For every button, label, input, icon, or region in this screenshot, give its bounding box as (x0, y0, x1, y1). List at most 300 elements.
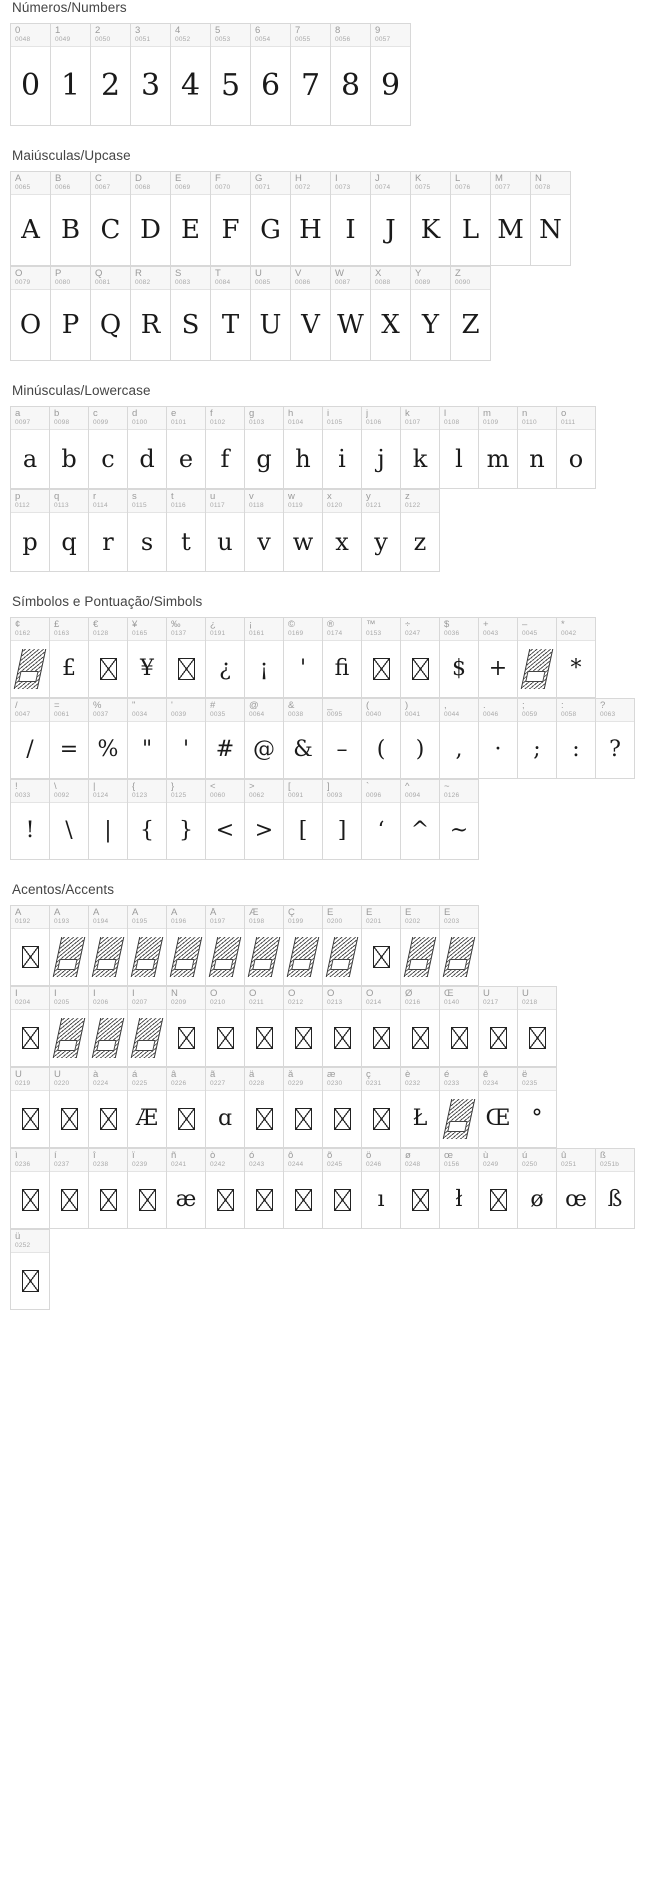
glyph-text: ; (533, 737, 541, 763)
glyph-preview (331, 195, 370, 265)
glyph-cell[interactable] (323, 407, 362, 489)
glyph-cell-code: 0071 (255, 184, 271, 191)
glyph-cell[interactable] (128, 490, 167, 572)
glyph-cell[interactable] (167, 699, 206, 779)
shaded-glyph-icon (131, 937, 164, 977)
glyph-preview (284, 803, 322, 859)
glyph-cell[interactable] (284, 987, 323, 1067)
glyph-cell[interactable] (51, 267, 91, 361)
glyph-cell-char: Ë (444, 908, 451, 918)
glyph-cell[interactable] (51, 172, 91, 266)
glyph-cell[interactable] (411, 172, 451, 266)
glyph-cell[interactable] (245, 407, 284, 489)
glyph-preview (211, 290, 250, 360)
glyph-cell[interactable] (11, 906, 50, 986)
glyph-cell[interactable] (128, 618, 167, 698)
glyph-preview (479, 1091, 517, 1147)
glyph-cell-code: 0111 (561, 419, 576, 426)
glyph-cell[interactable] (291, 24, 331, 126)
glyph-cell-code: 0218 (522, 999, 538, 1006)
missing-glyph-icon (22, 1270, 39, 1292)
glyph-cell[interactable] (323, 987, 362, 1067)
glyph-cell-header (479, 618, 517, 641)
glyph-cell[interactable] (167, 987, 206, 1067)
glyph-cell-char: r (93, 492, 97, 502)
glyph-cell[interactable] (206, 490, 245, 572)
glyph-cell-header (245, 618, 283, 641)
glyph-cell-code: 0047 (15, 711, 31, 718)
glyph-preview (362, 1172, 400, 1228)
glyph-cell[interactable] (245, 987, 284, 1067)
glyph-preview (371, 290, 410, 360)
glyph-cell[interactable] (89, 490, 128, 572)
glyph-preview (251, 195, 290, 265)
shaded-glyph-inner (135, 959, 155, 970)
glyph-cell[interactable] (167, 1149, 206, 1229)
glyph-cell[interactable] (91, 24, 131, 126)
glyph-cell[interactable] (11, 780, 50, 860)
glyph-cell-header (167, 490, 205, 513)
glyph-cell[interactable] (371, 267, 411, 361)
glyph-preview (131, 290, 170, 360)
glyph-cell-char: û (561, 1151, 567, 1161)
glyph-cell[interactable] (401, 1068, 440, 1148)
glyph-text: s (140, 527, 154, 556)
glyph-cell[interactable] (206, 699, 245, 779)
glyph-cell[interactable] (323, 1068, 362, 1148)
glyph-cell[interactable] (245, 490, 284, 572)
glyph-cell-code: 0228 (249, 1080, 265, 1087)
glyph-cell[interactable] (451, 172, 491, 266)
glyph-cell-code: 0205 (54, 999, 70, 1006)
glyph-cell[interactable] (362, 490, 401, 572)
glyph-cell-char: D (135, 174, 142, 184)
glyph-cell[interactable] (331, 24, 371, 126)
glyph-cell-char: W (335, 269, 344, 279)
glyph-preview (323, 803, 361, 859)
glyph-cell[interactable] (440, 1068, 479, 1148)
glyph-cell-char: 8 (335, 26, 341, 36)
glyph-cell[interactable] (128, 987, 167, 1067)
glyph-text: ‘ (377, 818, 385, 844)
glyph-cell[interactable] (401, 780, 440, 860)
glyph-cell[interactable] (128, 699, 167, 779)
glyph-cell[interactable] (245, 618, 284, 698)
glyph-text: ¥ (140, 656, 154, 682)
glyph-cell[interactable] (206, 1068, 245, 1148)
glyph-cell[interactable] (11, 24, 51, 126)
glyph-preview (51, 195, 90, 265)
glyph-cell-header (362, 618, 400, 641)
glyph-cell-char: Î (93, 989, 96, 999)
glyph-cell[interactable] (362, 618, 401, 698)
glyph-cell[interactable] (362, 1068, 401, 1148)
glyph-cell[interactable] (323, 906, 362, 986)
glyph-cell[interactable] (50, 906, 89, 986)
glyph-cell[interactable] (362, 1149, 401, 1229)
glyph-cell[interactable] (167, 618, 206, 698)
glyph-cell[interactable] (284, 618, 323, 698)
glyph-cell-code: 0051 (135, 36, 151, 43)
glyph-cell-code: 0244 (288, 1161, 304, 1168)
glyph-cell-header (11, 780, 49, 803)
glyph-cell[interactable] (89, 780, 128, 860)
glyph-cell[interactable] (50, 490, 89, 572)
glyph-text: ° (531, 1106, 543, 1132)
glyph-cell[interactable] (401, 490, 440, 572)
glyph-cell-header (171, 267, 210, 290)
glyph-cell[interactable] (128, 780, 167, 860)
glyph-cell[interactable] (362, 407, 401, 489)
glyph-cell[interactable] (171, 24, 211, 126)
glyph-cell[interactable] (518, 618, 557, 698)
glyph-cell[interactable] (362, 780, 401, 860)
glyph-cell[interactable] (50, 780, 89, 860)
glyph-text: M (497, 214, 524, 245)
glyph-cell[interactable] (479, 1149, 518, 1229)
glyph-cell[interactable] (557, 699, 596, 779)
glyph-cell[interactable] (284, 1149, 323, 1229)
glyph-cell[interactable] (251, 24, 291, 126)
glyph-preview (11, 430, 49, 488)
missing-glyph-icon (295, 1027, 312, 1049)
glyph-cell[interactable] (401, 906, 440, 986)
glyph-cell[interactable] (518, 407, 557, 489)
glyph-cell-code: 0116 (171, 502, 186, 509)
glyph-cell[interactable] (291, 267, 331, 361)
glyph-cell[interactable] (11, 490, 50, 572)
glyph-cell[interactable] (131, 172, 171, 266)
glyph-cell[interactable] (11, 407, 50, 489)
glyph-cell-char: G (255, 174, 263, 184)
glyph-cell[interactable] (596, 699, 635, 779)
glyph-cell[interactable] (323, 780, 362, 860)
glyph-cell[interactable] (89, 618, 128, 698)
glyph-cell[interactable] (167, 1068, 206, 1148)
glyph-cell-code: 0122 (405, 502, 421, 509)
glyph-cell[interactable] (11, 267, 51, 361)
glyph-cell[interactable] (479, 699, 518, 779)
glyph-cell[interactable] (531, 172, 571, 266)
glyph-cell[interactable] (245, 906, 284, 986)
glyph-preview (245, 1172, 283, 1228)
glyph-preview (206, 1010, 244, 1066)
glyph-cell[interactable] (331, 172, 371, 266)
glyph-cell[interactable] (50, 407, 89, 489)
glyph-cell[interactable] (245, 699, 284, 779)
glyph-cell[interactable] (251, 267, 291, 361)
glyph-text: P (61, 309, 80, 340)
glyph-cell[interactable] (411, 267, 451, 361)
glyph-cell-char: 7 (295, 26, 301, 36)
glyph-cell-header (206, 1068, 244, 1091)
glyph-cell[interactable] (211, 172, 251, 266)
glyph-cell[interactable] (518, 699, 557, 779)
glyph-cell[interactable] (323, 618, 362, 698)
glyph-cell[interactable] (362, 987, 401, 1067)
glyph-cell[interactable] (11, 1149, 50, 1229)
glyph-preview (91, 47, 130, 125)
glyph-cell[interactable] (50, 618, 89, 698)
glyph-cell[interactable] (11, 1068, 50, 1148)
glyph-cell-char: Æ (249, 908, 259, 918)
glyph-cell[interactable] (89, 1068, 128, 1148)
glyph-preview (401, 641, 439, 697)
glyph-cell-char: ¢ (15, 620, 21, 630)
glyph-preview (89, 1172, 127, 1228)
glyph-preview (362, 430, 400, 488)
glyph-text: m (486, 444, 510, 473)
glyph-cell[interactable] (91, 267, 131, 361)
glyph-text: ł (455, 1187, 463, 1213)
glyph-cell[interactable] (518, 1068, 557, 1148)
glyph-cell[interactable] (518, 1149, 557, 1229)
glyph-cell[interactable] (557, 407, 596, 489)
glyph-text: g (256, 444, 272, 473)
glyph-cell[interactable] (440, 699, 479, 779)
missing-glyph-icon (217, 1189, 234, 1211)
glyph-cell-header (284, 699, 322, 722)
glyph-cell[interactable] (479, 987, 518, 1067)
glyph-text: x (335, 527, 349, 556)
glyph-preview (206, 1091, 244, 1147)
glyph-cell-char: M (495, 174, 503, 184)
shaded-glyph-inner (57, 959, 77, 970)
glyph-cell-header (291, 172, 330, 195)
glyph-preview (284, 722, 322, 778)
glyph-cell-code: 0039 (171, 711, 187, 718)
glyph-cell[interactable] (89, 1149, 128, 1229)
glyph-cell[interactable] (211, 24, 251, 126)
glyph-text: > (254, 818, 274, 844)
glyph-cell[interactable] (89, 407, 128, 489)
glyph-cell[interactable] (50, 699, 89, 779)
glyph-cell[interactable] (440, 780, 479, 860)
glyph-cell[interactable] (206, 987, 245, 1067)
glyph-cell[interactable] (89, 906, 128, 986)
glyph-cell[interactable] (167, 407, 206, 489)
glyph-cell[interactable] (206, 1149, 245, 1229)
glyph-cell[interactable] (131, 267, 171, 361)
glyph-cell[interactable] (50, 1068, 89, 1148)
glyph-cell-char: z (405, 492, 410, 502)
glyph-preview (171, 195, 210, 265)
glyph-cell[interactable] (91, 172, 131, 266)
glyph-cell[interactable] (167, 780, 206, 860)
glyph-cell-header (167, 1068, 205, 1091)
glyph-cell[interactable] (371, 172, 411, 266)
glyph-cell[interactable] (167, 490, 206, 572)
glyph-cell[interactable] (440, 1149, 479, 1229)
glyph-preview (518, 1172, 556, 1228)
glyph-cell-header (362, 699, 400, 722)
glyph-cell-header (167, 906, 205, 929)
glyph-cell-code: 0250 (522, 1161, 538, 1168)
glyph-cell[interactable] (11, 618, 50, 698)
glyph-cell[interactable] (362, 699, 401, 779)
glyph-cell-header (11, 267, 50, 290)
glyph-cell[interactable] (128, 1149, 167, 1229)
section-uppercase (0, 148, 661, 361)
glyph-cell[interactable] (291, 172, 331, 266)
glyph-cell[interactable] (451, 267, 491, 361)
glyph-cell[interactable] (479, 407, 518, 489)
glyph-cell-char: P (55, 269, 62, 279)
glyph-cell-code: 0140 (444, 999, 460, 1006)
glyph-cell-code: 0209 (171, 999, 187, 1006)
glyph-cell[interactable] (167, 906, 206, 986)
glyph-cell[interactable] (11, 1230, 50, 1310)
glyph-cell[interactable] (401, 699, 440, 779)
glyph-preview (401, 1091, 439, 1147)
glyph-cell[interactable] (171, 267, 211, 361)
glyph-cell[interactable] (284, 780, 323, 860)
glyph-cell[interactable] (50, 987, 89, 1067)
glyph-cell[interactable] (251, 172, 291, 266)
glyph-preview (89, 1010, 127, 1066)
glyph-cell-code: 0066 (55, 184, 71, 191)
glyph-cell[interactable] (440, 987, 479, 1067)
glyph-cell[interactable] (128, 407, 167, 489)
glyph-text: c (101, 444, 115, 473)
glyph-text: D (140, 214, 161, 245)
glyph-cell[interactable] (518, 987, 557, 1067)
glyph-cell[interactable] (245, 1068, 284, 1148)
glyph-preview (440, 1172, 478, 1228)
glyph-preview (401, 929, 439, 985)
glyph-cell-code: 0074 (375, 184, 391, 191)
glyph-cell-code: 0088 (375, 279, 391, 286)
glyph-text: V (301, 309, 320, 340)
glyph-cell[interactable] (440, 618, 479, 698)
glyph-preview (401, 722, 439, 778)
glyph-cell-header (518, 987, 556, 1010)
glyph-cell-char: Ì (15, 989, 18, 999)
glyph-cell-header (211, 24, 250, 47)
glyph-preview (128, 722, 166, 778)
glyph-cell[interactable] (131, 24, 171, 126)
glyph-cell-header (531, 172, 570, 195)
glyph-cell-char: k (405, 409, 410, 419)
glyph-preview (284, 641, 322, 697)
glyph-cell[interactable] (128, 1068, 167, 1148)
glyph-cell-header (91, 24, 130, 47)
glyph-cell[interactable] (479, 618, 518, 698)
shaded-glyph-inner (408, 959, 428, 970)
glyph-cell[interactable] (51, 24, 91, 126)
glyph-cell-char: 6 (255, 26, 261, 36)
glyph-cell[interactable] (284, 906, 323, 986)
glyph-preview (89, 430, 127, 488)
glyph-cell[interactable] (479, 1068, 518, 1148)
glyph-preview (323, 929, 361, 985)
glyph-cell[interactable] (323, 699, 362, 779)
glyph-text: : (572, 737, 580, 763)
glyph-preview (245, 641, 283, 697)
glyph-cell[interactable] (371, 24, 411, 126)
glyph-cell[interactable] (206, 906, 245, 986)
glyph-cell[interactable] (245, 1149, 284, 1229)
glyph-cell[interactable] (211, 267, 251, 361)
glyph-text: £ (62, 656, 76, 682)
glyph-cell-char: Œ (444, 989, 454, 999)
section-title: Maiúsculas/Upcase (12, 148, 131, 163)
glyph-cell-code: 0198 (249, 918, 265, 925)
glyph-cell[interactable] (491, 172, 531, 266)
glyph-cell[interactable] (50, 1149, 89, 1229)
shaded-glyph-icon (53, 1018, 86, 1058)
glyph-cell-char: x (327, 492, 332, 502)
shaded-glyph-icon (92, 937, 125, 977)
glyph-text: A (21, 214, 40, 245)
glyph-text: \ (65, 818, 73, 844)
glyph-cell-char: ' (171, 701, 173, 711)
glyph-cell-char: ) (405, 701, 409, 711)
glyph-text: Ł (412, 1106, 428, 1132)
missing-glyph-icon (256, 1108, 273, 1130)
glyph-preview (11, 803, 49, 859)
glyph-text: = (59, 737, 79, 763)
glyph-cell[interactable] (362, 906, 401, 986)
glyph-cell[interactable] (171, 172, 211, 266)
glyph-cell-code: 0052 (175, 36, 191, 43)
glyph-cell[interactable] (128, 906, 167, 986)
glyph-cell[interactable] (11, 987, 50, 1067)
glyph-cell[interactable] (206, 407, 245, 489)
glyph-preview (128, 1172, 166, 1228)
glyph-cell-header (284, 407, 322, 430)
glyph-preview (167, 1010, 205, 1066)
glyph-cell[interactable] (323, 490, 362, 572)
glyph-cell-char: Ü (54, 1070, 61, 1080)
glyph-cell[interactable] (557, 1149, 596, 1229)
glyph-cell[interactable] (401, 1149, 440, 1229)
glyph-cell-code: 0049 (55, 36, 71, 43)
glyph-preview (323, 430, 361, 488)
glyph-cell-header (167, 407, 205, 430)
glyph-text: 3 (140, 68, 161, 104)
glyph-cell[interactable] (284, 490, 323, 572)
glyph-cell[interactable] (401, 618, 440, 698)
glyph-preview (323, 1091, 361, 1147)
glyph-cell[interactable] (284, 1068, 323, 1148)
glyph-cell[interactable] (596, 1149, 635, 1229)
glyph-cell[interactable] (206, 618, 245, 698)
glyph-cell[interactable] (440, 407, 479, 489)
glyph-cell-char: J (375, 174, 380, 184)
glyph-cell[interactable] (89, 987, 128, 1067)
glyph-cell-char: ¥ (132, 620, 138, 630)
glyph-cell[interactable] (11, 699, 50, 779)
glyph-rows (0, 23, 661, 126)
glyph-cell[interactable] (89, 699, 128, 779)
glyph-cell[interactable] (323, 1149, 362, 1229)
glyph-cell-code: 0123 (132, 792, 148, 799)
glyph-cell[interactable] (557, 618, 596, 698)
glyph-cell[interactable] (284, 407, 323, 489)
glyph-preview (557, 1172, 595, 1228)
glyph-cell[interactable] (401, 407, 440, 489)
glyph-cell[interactable] (284, 699, 323, 779)
glyph-cell[interactable] (11, 172, 51, 266)
glyph-cell-code: 0061 (54, 711, 70, 718)
glyph-cell[interactable] (206, 780, 245, 860)
glyph-cell[interactable] (245, 780, 284, 860)
glyph-cell[interactable] (331, 267, 371, 361)
glyph-cell[interactable] (440, 906, 479, 986)
glyph-preview (518, 722, 556, 778)
glyph-cell[interactable] (401, 987, 440, 1067)
